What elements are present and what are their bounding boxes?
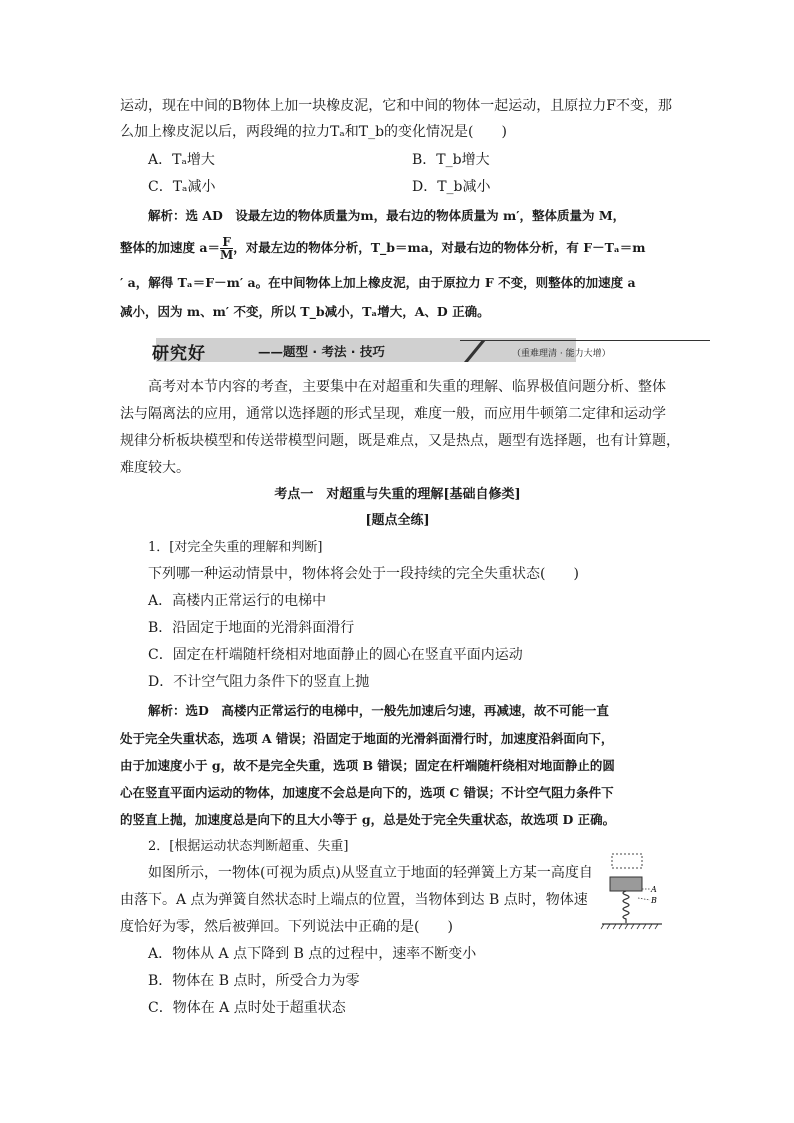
banner-subtitle: ——题型 · 考法 · 技巧 — [258, 344, 385, 359]
intro-line-2: 法与隔离法的应用，通常以选择题的形式呈现，难度一般，而应用牛顿第二定律和运动学 — [120, 406, 666, 422]
acceleration-fraction — [220, 236, 233, 261]
q2-option-b: B．物体在 B 点时，所受合力为零 — [148, 973, 360, 989]
q2-heading: 2．[根据运动状态判断超重、失重] — [148, 839, 349, 854]
q1-solution-line-1: 解析：选D 高楼内正常运行的电梯中，一般先加速后匀速，再减速，故不可能一直 — [148, 703, 609, 718]
fraction-denominator: M — [219, 248, 234, 262]
q1-solution-line-2: 处于完全失重状态，选项 A 错误；沿固定于地面的光滑斜面滑行时，加速度沿斜面向下， — [120, 731, 614, 746]
label-b: B — [651, 896, 657, 905]
section-banner — [120, 338, 710, 364]
banner-note: （重难理清 · 能力大增） — [512, 349, 611, 359]
q2-stem-line-2: 由落下。A 点为弹簧自然状态时上端点的位置，当物体到达 B 点时，物体速 — [120, 892, 588, 908]
ground-hatching — [601, 924, 658, 929]
q1-option-b: B．沿固定于地面的光滑斜面滑行 — [148, 620, 355, 636]
spring-diagram — [600, 852, 672, 932]
top-solution-line-2-pre: 整体的加速度 a＝ — [120, 240, 220, 255]
q1-option-c: C．固定在杆端随杆绕相对地面静止的圆心在竖直平面内运动 — [148, 647, 523, 663]
q1-heading: 1．[对完全失重的理解和判断] — [148, 540, 323, 555]
intro-line-1: 高考对本节内容的考查，主要集中在对超重和失重的理解、临界极值问题分析、整体 — [148, 379, 666, 395]
top-solution-line-4: 减小，因为 m、m′ 不变，所以 T_b减小，Tₐ增大，A、D 正确。 — [120, 304, 490, 319]
top-option-d: D．T_b减小 — [412, 179, 491, 195]
top-solution-line-2 — [120, 236, 645, 261]
top-solution-line-2-post: ，对最左边的物体分析，T_b＝ma，对最右边的物体分析，有 F－Tₐ＝m — [233, 240, 646, 255]
q1-solution-line-3: 由于加速度小于 g，故不是完全失重，选项 B 错误；固定在杆端随杆绕相对地面静止的圆 — [120, 758, 615, 773]
fraction-numerator: F — [220, 236, 233, 249]
top-question-line-1: 运动，现在中间的B物体上加一块橡皮泥，它和中间的物体一起运动，且原拉力F不变，那 — [120, 98, 672, 114]
section-subtitle: [题点全练] — [365, 513, 430, 528]
q1-option-d: D．不计空气阻力条件下的竖直上抛 — [148, 674, 370, 690]
intro-line-3: 规律分析板块模型和传送带模型问题，既是难点，又是热点，题型有选择题，也有计算题， — [120, 433, 680, 449]
top-solution-line-3: ′ a，解得 Tₐ＝F－m′ a。在中间物体上加上橡皮泥，由于原拉力 F 不变，则整体的加速度 a — [120, 275, 636, 290]
banner-slash-icon — [450, 338, 490, 364]
label-a: A — [651, 885, 657, 894]
q2-stem-line-3: 度恰好为零，然后被弹回。下列说法中正确的是( ) — [120, 919, 453, 935]
section-title: 考点一 对超重与失重的理解[基础自修类] — [274, 487, 521, 502]
top-option-b: B．T_b增大 — [412, 152, 490, 168]
spring — [623, 891, 629, 923]
intro-line-4: 难度较大。 — [120, 460, 190, 476]
object-start-position — [612, 854, 642, 868]
q1-option-a: A．高楼内正常运行的电梯中 — [148, 593, 327, 609]
top-question-line-2: 么加上橡皮泥以后，两段绳的拉力Tₐ和T_b的变化情况是( ) — [120, 124, 507, 140]
q2-option-c: C．物体在 A 点时处于超重状态 — [148, 1000, 346, 1016]
q1-solution-line-4: 心在竖直平面内运动的物体，加速度不会总是向下的，选项 C 错误；不计空气阻力条件下 — [120, 785, 614, 800]
top-option-a: A．Tₐ增大 — [148, 152, 215, 168]
q1-stem: 下列哪一种运动情景中，物体将会处于一段持续的完全失重状态( ) — [148, 566, 579, 582]
q1-solution-line-5: 的竖直上抛，加速度总是向下的且大小等于 g，总是处于完全失重状态，故选项 D 正确。 — [120, 812, 616, 827]
top-solution-line-1: 解析：选 AD 设最左边的物体质量为m，最右边的物体质量为 m′，整体质量为 M， — [148, 208, 626, 223]
q2-option-a: A．物体从 A 点下降到 B 点的过程中，速率不断变小 — [148, 946, 477, 962]
point-b-marker — [638, 898, 650, 900]
banner-rule — [460, 340, 710, 341]
banner-title: 研究好 — [152, 344, 206, 364]
q2-stem-line-1: 如图所示，一物体(可视为质点)从竖直立于地面的轻弹簧上方某一高度自 — [148, 865, 593, 881]
falling-object — [610, 877, 642, 891]
top-option-c: C．Tₐ减小 — [148, 179, 216, 195]
